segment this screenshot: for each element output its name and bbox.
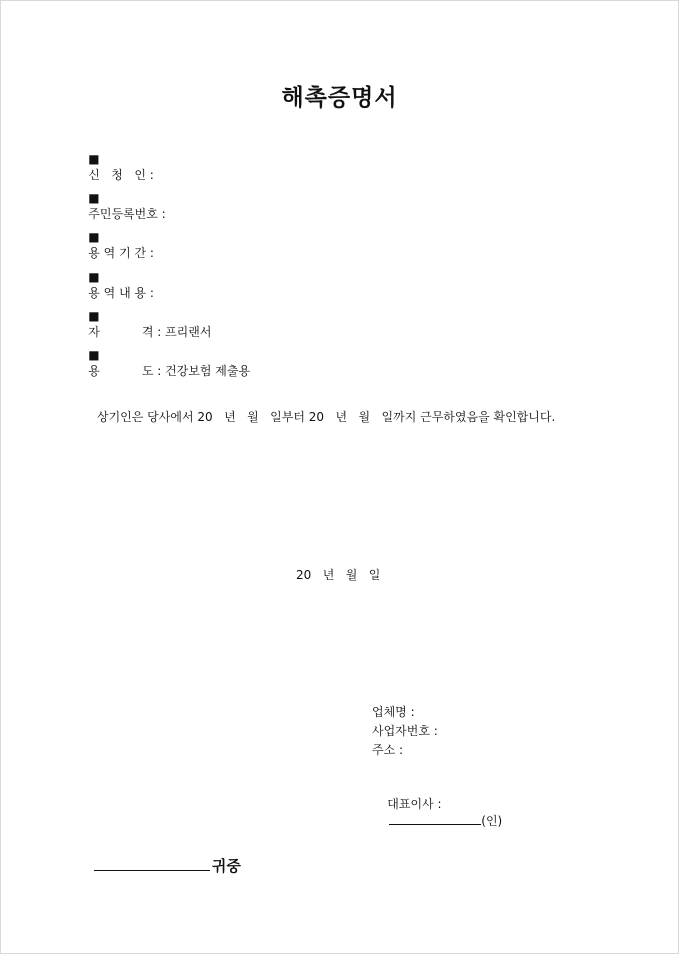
representative-signature-line <box>389 813 481 825</box>
bullet-icon: ■ <box>88 309 100 323</box>
addressee <box>73 837 241 894</box>
addressee-blank-line <box>94 856 210 871</box>
representative-line <box>372 781 502 843</box>
field-applicant-label: 신 청 인 : <box>88 168 154 182</box>
addressee-suffix: 귀중 <box>211 857 241 875</box>
field-purpose <box>73 331 250 395</box>
bullet-icon: ■ <box>88 348 100 362</box>
document-title: 해촉증명서 <box>281 85 398 111</box>
field-service-period-label: 용 역 기 간 : <box>88 246 154 260</box>
bullet-icon: ■ <box>88 230 100 244</box>
field-purpose-label: 용 도 : 건강보험 제출용 <box>88 364 251 378</box>
field-qualification-label: 자 격 : 프리랜서 <box>88 325 212 339</box>
address-label: 주소 : <box>372 743 404 757</box>
bullet-icon: ■ <box>88 152 100 166</box>
bullet-icon: ■ <box>88 191 100 205</box>
bullet-icon: ■ <box>88 270 100 284</box>
field-service-content-label: 용 역 내 용 : <box>88 286 154 300</box>
company-name-label: 업체명 : <box>372 705 415 719</box>
confirmation-statement: 상기인은 당사에서 20 년 월 일부터 20 년 월 일까지 근무하였음을 확인합니다. <box>97 410 556 424</box>
representative-label: 대표이사 : <box>387 797 442 811</box>
issue-date: 20 년 월 일 <box>296 568 381 582</box>
business-number-label: 사업자번호 : <box>372 724 438 738</box>
field-resident-number-label: 주민등록번호 : <box>88 207 166 221</box>
seal-mark: (인) <box>481 814 503 828</box>
